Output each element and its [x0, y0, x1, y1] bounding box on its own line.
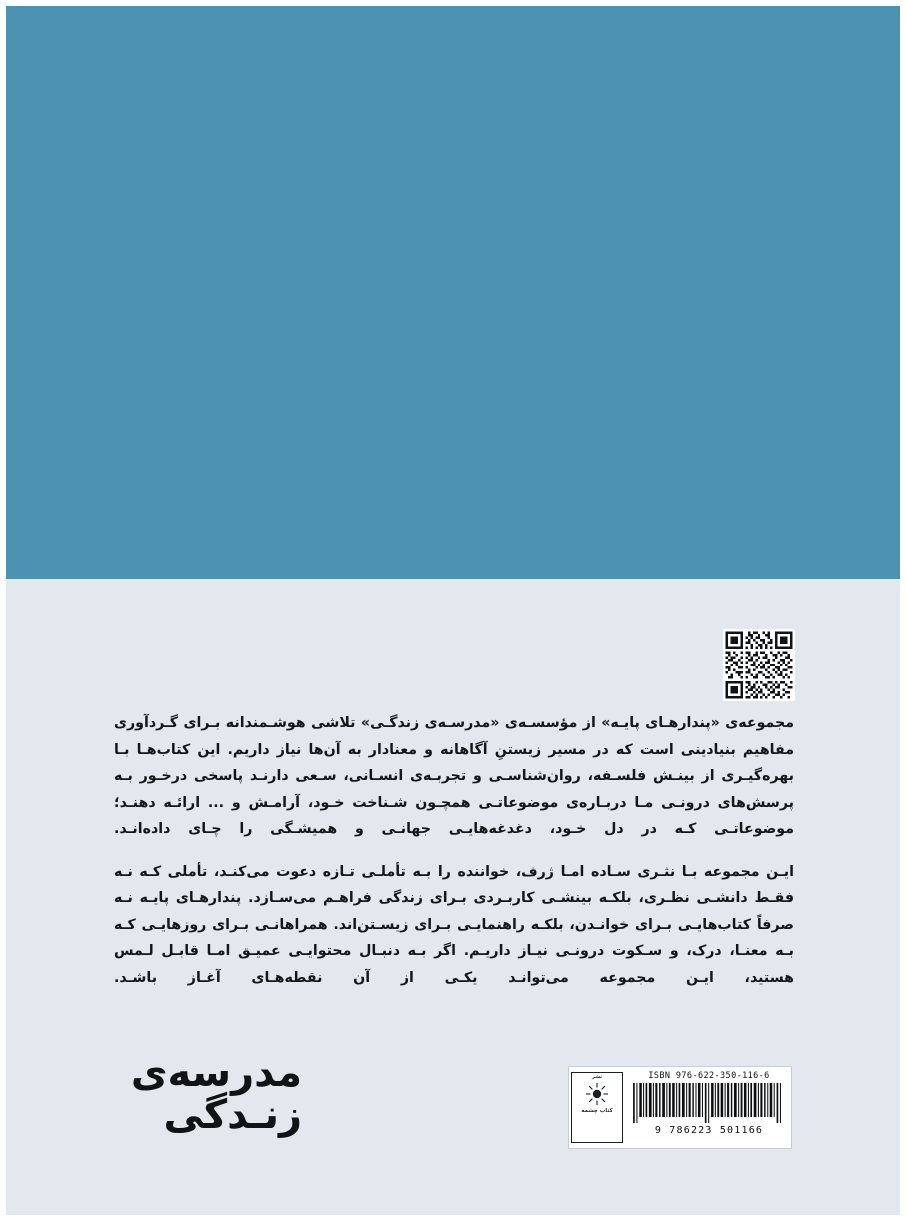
publisher-logo-line-1: مدرسه‌ی [130, 1050, 302, 1096]
barcode-area [627, 1067, 791, 1148]
imprint-mark [571, 1072, 623, 1143]
barcode-icon [631, 1083, 787, 1123]
imprint-mark-top-label: نشر [591, 1074, 603, 1080]
publisher-logo-line-2: زنـدگی [163, 1092, 302, 1139]
publisher-logo [112, 1052, 302, 1160]
blurb-paragraph-1: مجموعه‌ی «پندارهـای پایـه» از مؤسسـه‌ی «مدرسـه‌ی زندگـی» تلاشی هوشـمندانه بـرای گـردآوری مفاهیم بنیادینی است که در مسیر زیستنِ آگاهانه و معنادار به آن‌ها نیاز داریم. این کتاب‌هـا بـا بهره‌گیـری از بینـش فلسـفه، روان‌شناسـی و تجربـه‌ی انسـانی، سـعی دارنـد پاسخی درخـور بـه پرسش‌های درونـی مـا دربـاره‌ی موضوعاتـی همچـون شـناخت خـود، آرامـش و ... ارائـه دهنـد؛ موضوعاتـی کـه در دل خـود، دغدغه‌هایـی جهانـی و همیشـگی را چـای داده‌انـد. [114, 715, 794, 837]
imprint-mark-bottom-label: کتاب چشمه [581, 1108, 613, 1114]
sunburst-icon [582, 1081, 612, 1107]
isbn-text: ISBN 976-622-350-116-6 [648, 1071, 770, 1081]
ean-digits: 9 786223 501166 [654, 1125, 764, 1136]
blurb-paragraph-2: ایـن مجموعه بـا نثـری سـاده امـا ژرف، خواننده را بـه تأملـی تـازه دعوت می‌کنـد، تأملی کـه نـه فقـط دانشـی نظـری، بلکـه بینشـی کاربـردی بـرای زندگی فراهـم می‌سـازد. پندارهـای پایـه نـه صرفاً کتاب‌هایـی بـرای خوانـدن، بلکـه راهنمایـی بـرای زیسـتن‌اند. همراهانـی بـرای روزهایـی کـه بـه معنـا، درک، و سـکوت درونـی نیـاز داریـم. اگر بـه دنبـال محتوایـی عمیـق امـا قابـل لـمس هستید، ایـن مجموعه می‌توانـد یکـی از آن نقطه‌هـای آغـاز باشـد. [114, 863, 794, 986]
back-cover-blurb [114, 710, 794, 991]
cover-top-color-block [6, 6, 900, 579]
isbn-barcode-panel [568, 1066, 792, 1149]
qr-code-icon [723, 629, 795, 701]
